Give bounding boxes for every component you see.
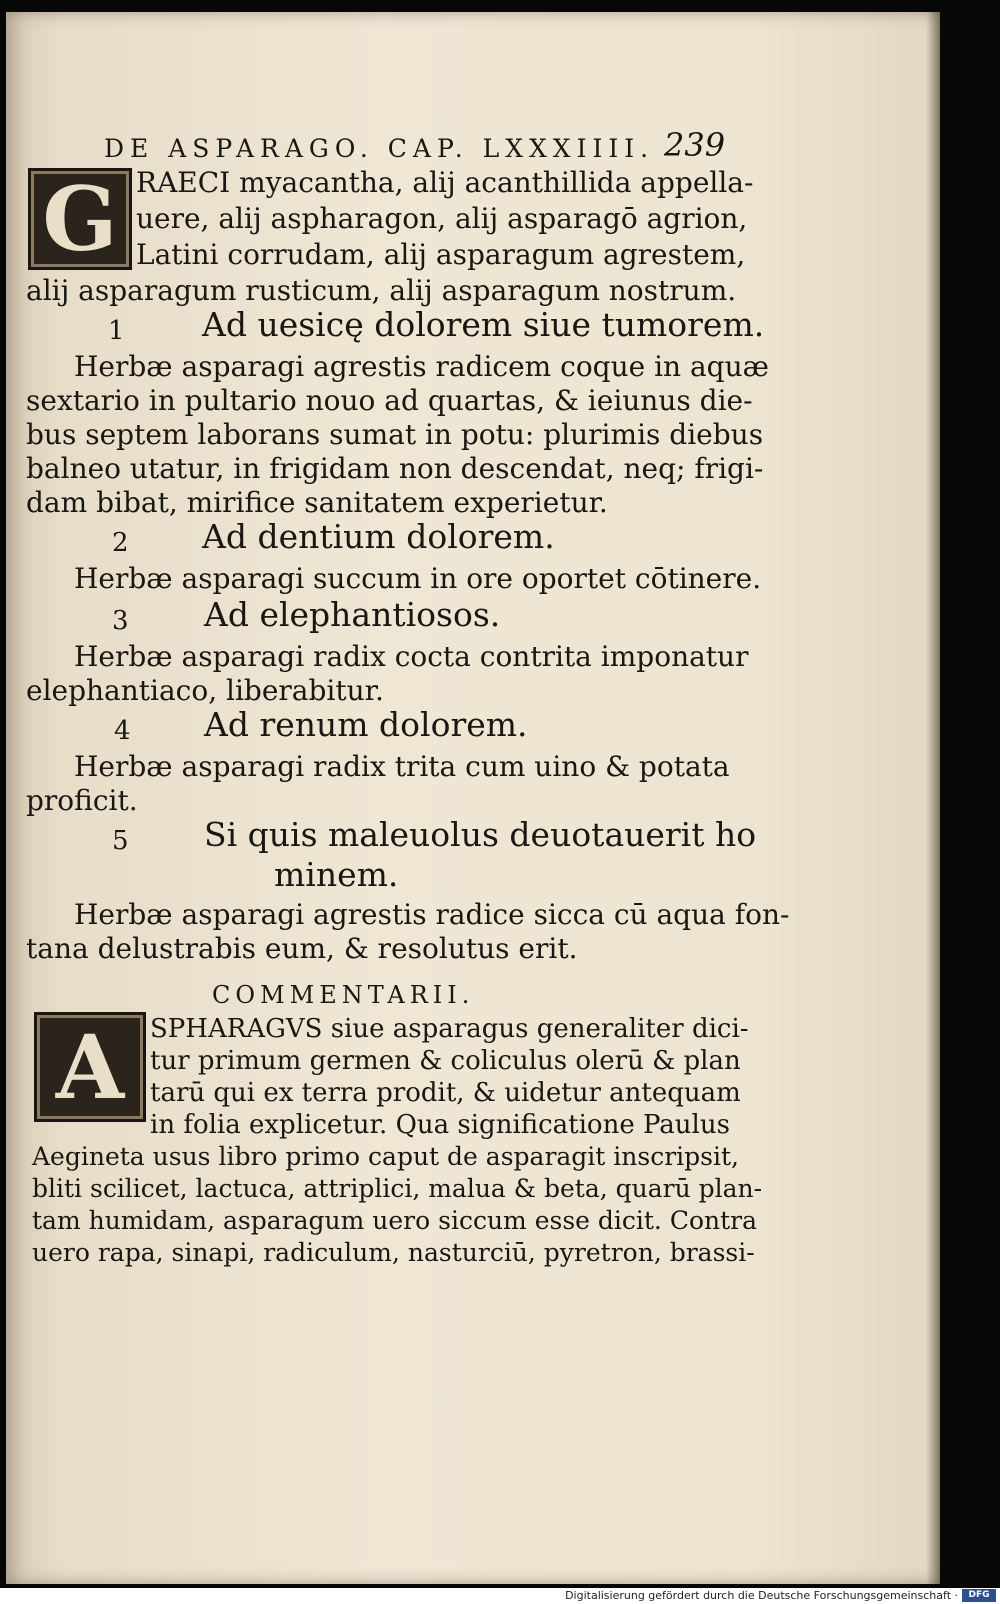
commentary-line: bliti scilicet, lactuca, attriplici, malua & beta, quarū plan- [32,1174,763,1203]
decorated-initial-g [28,168,132,270]
section-heading: Ad dentium dolorem. [202,517,555,556]
commentary-line: tarū qui ex terra prodit, & uidetur antequam [150,1078,741,1108]
section-heading: Si quis maleuolus deuotauerit ho [204,815,757,854]
section-body-line: Herbæ asparagi succum in ore oportet cōtinere. [74,562,762,595]
intro-line: alij asparagum rusticum, alij asparagum nostrum. [26,274,737,307]
commentarii-title: COMMENTARII. [212,981,475,1009]
section-number: 4 [114,716,131,746]
section-heading: Ad renum dolorem. [204,705,528,744]
section-heading-continued: minem. [274,855,399,894]
section-body-line: Herbæ asparagi agrestis radice sicca cū aqua fon- [74,898,790,931]
section-body-line: sextario in pultario nouo ad quartas, & ieiunus die- [26,384,753,417]
book-page [6,12,940,1584]
commentary-line: tur primum germen & coliculus olerū & plan [150,1046,741,1076]
running-head: DE ASPARAGO. CAP. LXXXIIII. [104,134,655,163]
decorated-initial-a [34,1012,146,1122]
section-number: 1 [108,316,125,346]
initial-letter: A [55,1015,125,1119]
section-number: 5 [112,826,129,856]
section-number: 2 [112,528,129,558]
commentary-line: uero rapa, sinapi, radiculum, nasturciū, pyretron, brassi- [32,1238,755,1267]
folio-number: 239 [664,126,726,164]
section-heading: Ad uesicę dolorem siue tumorem. [202,305,765,344]
section-heading: Ad elephantiosos. [204,595,501,634]
commentary-line: in folia explicetur. Qua significatione Paulus [150,1110,730,1140]
section-body-line: elephantiaco, liberabitur. [26,674,384,707]
intro-line: Latini corrudam, alij asparagum agrestem, [136,238,746,271]
commentary-line: Aegineta usus libro primo caput de asparagit inscripsit, [32,1142,739,1171]
section-body-line: Herbæ asparagi agrestis radicem coque in aquæ [74,350,769,383]
section-body-line: balneo utatur, in frigidam non descendat, neq; frigi- [26,452,764,485]
section-body-line: tana delustrabis eum, & resolutus erit. [26,932,578,965]
commentary-line: tam humidam, asparagum uero siccum esse dicit. Contra [32,1206,758,1235]
section-body-line: proficit. [26,784,138,817]
section-body-line: bus septem laborans sumat in potu: plurimis diebus [26,418,764,451]
commentary-line: SPHARAGVS siue asparagus generaliter dici- [150,1014,749,1044]
footer-credit: Digitalisierung gefördert durch die Deutsche Forschungsgemeinschaft · [565,1589,958,1602]
dfg-logo: DFG [962,1589,996,1602]
intro-line: RAECI myacantha, alij acanthillida appella- [136,166,754,199]
section-body-line: dam bibat, mirifice sanitatem experietur. [26,486,608,519]
section-body-line: Herbæ asparagi radix cocta contrita imponatur [74,640,749,673]
section-number: 3 [112,606,129,636]
intro-line: uere, alij aspharagon, alij asparagō agrion, [136,202,748,235]
footer-bar [0,1588,1000,1604]
initial-letter: G [42,167,118,271]
section-body-line: Herbæ asparagi radix trita cum uino & potata [74,750,730,783]
